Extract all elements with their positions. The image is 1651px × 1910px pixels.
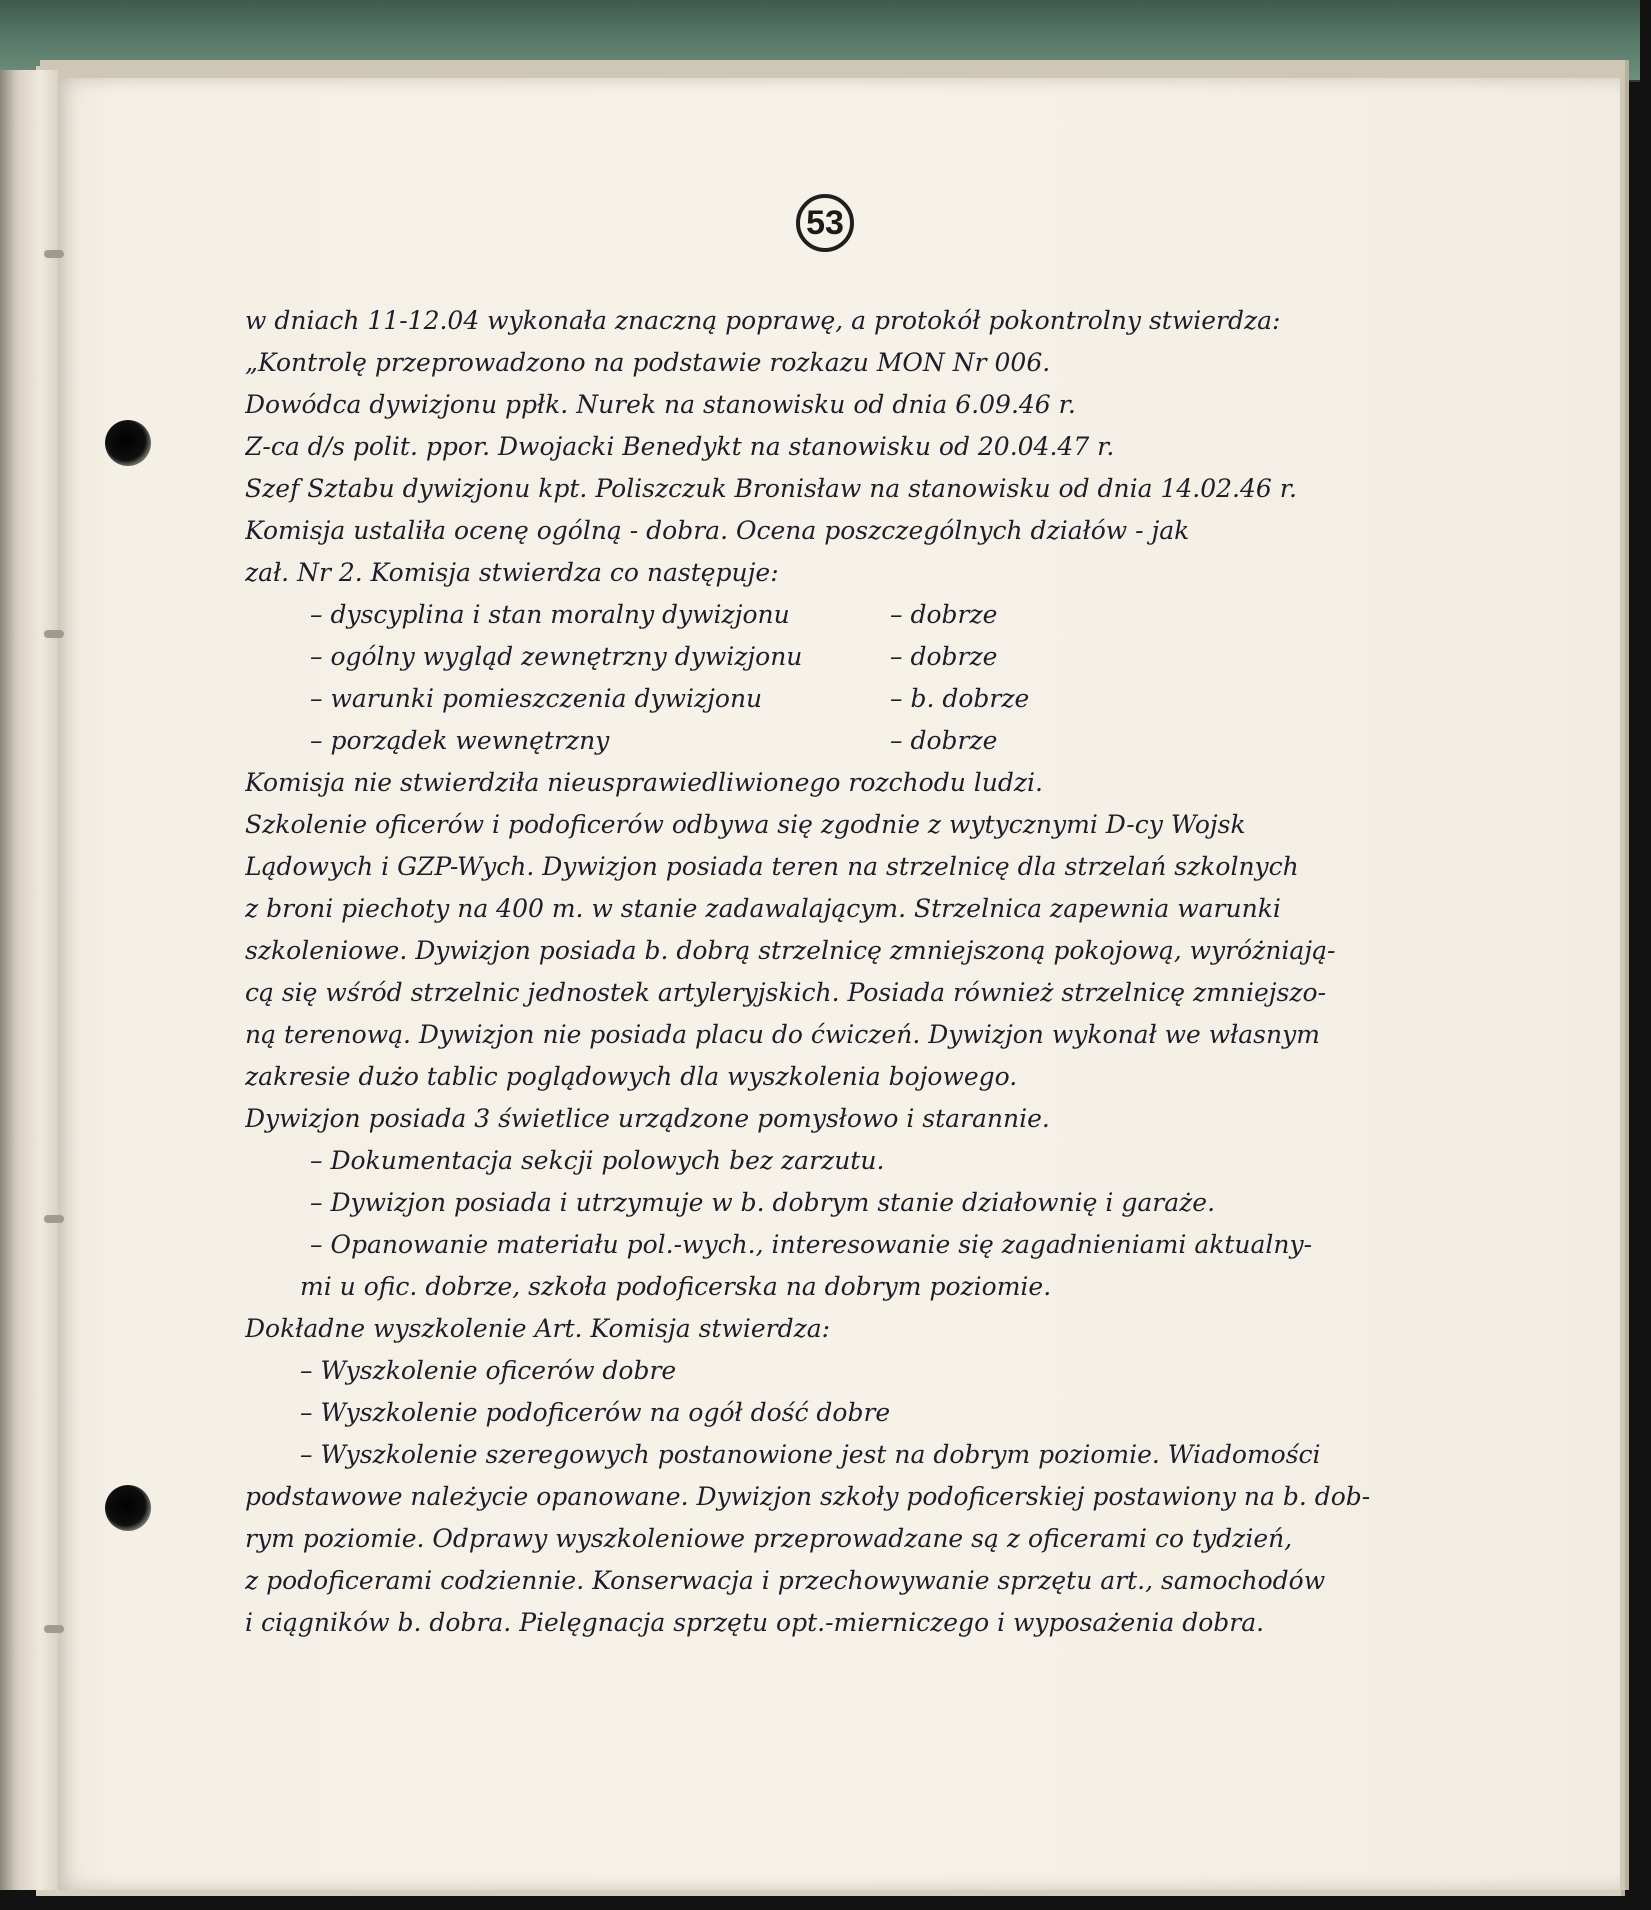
text-line: Z-ca d/s polit. ppor. Dwojacki Benedykt na stanowisku od 20.04.47 r. <box>245 432 1115 461</box>
text-line: „Kontrolę przeprowadzono na podstawie rozkazu MON Nr 006. <box>245 348 1051 377</box>
text-line: – Wyszkolenie oficerów dobre <box>300 1356 677 1385</box>
list-item-label: – dyscyplina i stan moralny dywizjonu <box>310 600 790 629</box>
text-line: zał. Nr 2. Komisja stwierdza co następuje: <box>245 558 779 587</box>
text-line: podstawowe należycie opanowane. Dywizjon szkoły podoficerskiej postawiony na b. dob- <box>245 1482 1371 1511</box>
text-line: Dowódca dywizjonu ppłk. Nurek na stanowisku od dnia 6.09.46 r. <box>245 390 1076 419</box>
list-item-grade: – dobrze <box>890 642 998 671</box>
text-line: w dniach 11-12.04 wykonała znaczną poprawę, a protokół pokontrolny stwierdza: <box>245 306 1281 335</box>
handwritten-text <box>245 300 1460 1690</box>
punch-hole <box>105 420 151 466</box>
text-line: i ciągników b. dobra. Pielęgnacja sprzętu opt.-mierniczego i wyposażenia dobra. <box>245 1608 1265 1637</box>
text-line: ną terenową. Dywizjon nie posiada placu do ćwiczeń. Dywizjon wykonał we własnym <box>245 1020 1320 1049</box>
text-line: z podoficerami codziennie. Konserwacja i przechowywanie sprzętu art., samochodów <box>245 1566 1326 1595</box>
text-line: – Wyszkolenie podoficerów na ogół dość dobre <box>300 1398 891 1427</box>
binding-spine <box>0 70 58 1890</box>
list-item <box>245 594 1460 636</box>
text-line: Komisja nie stwierdziła nieusprawiedliwionego rozchodu ludzi. <box>245 768 1043 797</box>
text-line: cą się wśród strzelnic jednostek artyleryjskich. Posiada również strzelnicę zmniejszo- <box>245 978 1327 1007</box>
text-line: – Opanowanie materiału pol.-wych., interesowanie się zagadnieniami aktualny- <box>310 1230 1313 1259</box>
list-item <box>245 678 1460 720</box>
text-line: – Dokumentacja sekcji polowych bez zarzutu. <box>310 1146 885 1175</box>
text-line: – Dywizjon posiada i utrzymuje w b. dobrym stanie działownię i garaże. <box>310 1188 1216 1217</box>
list-item-grade: – dobrze <box>890 600 998 629</box>
text-line: Dywizjon posiada 3 świetlice urządzone pomysłowo i starannie. <box>245 1104 1050 1133</box>
text-line: rym poziomie. Odprawy wyszkoleniowe przeprowadzane są z oficerami co tydzień, <box>245 1524 1293 1553</box>
punch-hole <box>105 1485 151 1531</box>
list-item <box>245 636 1460 678</box>
stitch-mark <box>44 1215 64 1223</box>
list-item-label: – porządek wewnętrzny <box>310 726 610 755</box>
list-item-grade: – dobrze <box>890 726 998 755</box>
text-line: Szkolenie oficerów i podoficerów odbywa się zgodnie z wytycznymi D-cy Wojsk <box>245 810 1246 839</box>
text-line: zakresie dużo tablic poglądowych dla wyszkolenia bojowego. <box>245 1062 1018 1091</box>
list-item <box>245 720 1460 762</box>
text-line: Szef Sztabu dywizjonu kpt. Poliszczuk Bronisław na stanowisku od dnia 14.02.46 r. <box>245 474 1297 503</box>
list-item-label: – warunki pomieszczenia dywizjonu <box>310 684 763 713</box>
text-line: Lądowych i GZP-Wych. Dywizjon posiada teren na strzelnicę dla strzelań szkolnych <box>245 852 1299 881</box>
text-line: szkoleniowe. Dywizjon posiada b. dobrą strzelnicę zmniejszoną pokojową, wyróżniają- <box>245 936 1336 965</box>
stitch-mark <box>44 250 64 258</box>
text-line: – Wyszkolenie szeregowych postanowione jest na dobrym poziomie. Wiadomości <box>300 1440 1321 1469</box>
text-line: mi u ofic. dobrze, szkoła podoficerska na dobrym poziomie. <box>300 1272 1052 1301</box>
stitch-mark <box>44 630 64 638</box>
stitch-mark <box>44 1625 64 1633</box>
page-number: 53 <box>796 194 854 252</box>
text-line: Komisja ustaliła ocenę ogólną - dobra. Ocena poszczególnych działów - jak <box>245 516 1190 545</box>
list-item-grade: – b. dobrze <box>890 684 1030 713</box>
text-line: z broni piechoty na 400 m. w stanie zadawalającym. Strzelnica zapewnia warunki <box>245 894 1281 923</box>
text-line: Dokładne wyszkolenie Art. Komisja stwierdza: <box>245 1314 831 1343</box>
list-item-label: – ogólny wygląd zewnętrzny dywizjonu <box>310 642 803 671</box>
